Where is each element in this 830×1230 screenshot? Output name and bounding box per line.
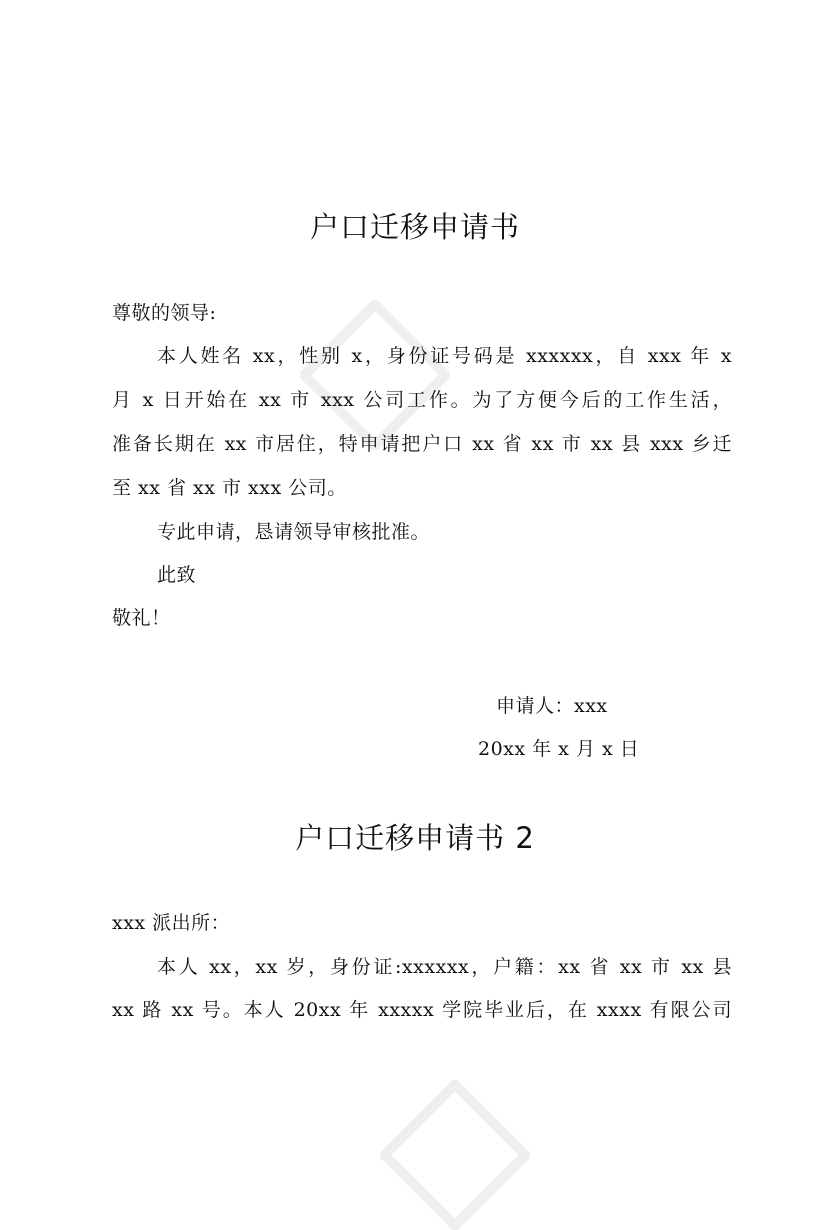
body-line: 月 x 日开始在 xx 市 xxx 公司工作。为了方便今后的工作生活， [112, 389, 732, 411]
body-line: 至 xx 省 xx 市 xxx 公司。 [112, 477, 347, 499]
body-line: 本人 xx，xx 岁，身份证:xxxxxx，户籍：xx 省 xx 市 xx 县 [157, 956, 732, 978]
signature-date: 20xx 年 x 月 x 日 [478, 738, 640, 760]
document-title-2: 户口迁移申请书 2 [295, 821, 535, 855]
body-line: 本人姓名 xx，性别 x，身份证号码是 xxxxxx，自 xxx 年 x [157, 345, 732, 367]
salutation: 尊敬的领导: [112, 302, 217, 324]
body-line: xx 路 xx 号。本人 20xx 年 xxxxx 学院毕业后，在 xxxx 有限公司 [112, 999, 732, 1021]
closing-line: 敬礼！ [112, 607, 171, 629]
body-line: 专此申请，恳请领导审核批准。 [157, 521, 431, 543]
document-title: 户口迁移申请书 [309, 210, 520, 244]
salutation-2: xxx 派出所： [112, 912, 231, 934]
applicant-signature: 申请人：xxx [496, 695, 608, 717]
closing-line: 此致 [157, 564, 197, 586]
watermark-icon [380, 1080, 530, 1230]
body-line: 准备长期在 xx 市居住，特申请把户口 xx 省 xx 市 xx 县 xxx 乡迁 [112, 433, 732, 455]
